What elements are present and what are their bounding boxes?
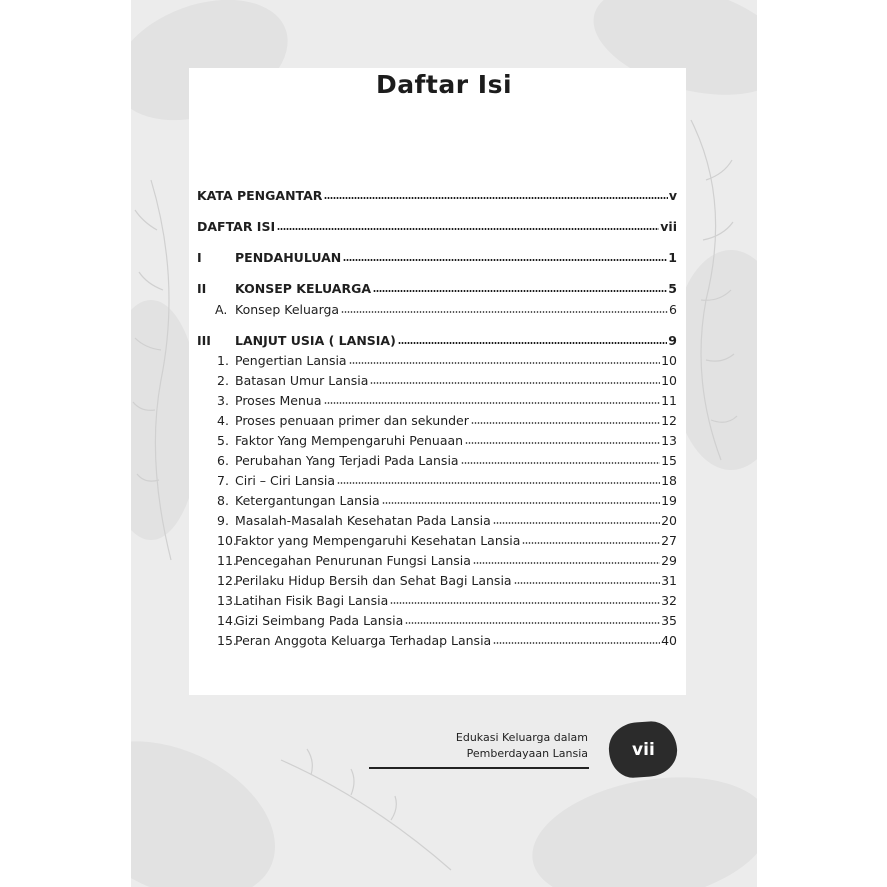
toc-subentry-number: 11. [217,553,237,568]
toc-subentry-label: Proses penuaan primer dan sekunder [235,413,469,428]
toc-subentry-label: Perubahan Yang Terjadi Pada Lansia [235,453,459,468]
toc-subentry[interactable] [197,389,677,409]
dot-leader [382,501,660,505]
toc-entry-daftar-isi[interactable] [197,215,677,235]
dot-leader [493,641,660,645]
toc-subentry-page: 20 [661,513,677,528]
dot-leader [341,310,668,314]
toc-subentry-page: 10 [661,353,677,368]
toc-subentry-number: 7. [217,473,229,488]
toc-subentry-number: 12. [217,573,237,588]
toc-subentry[interactable] [197,569,677,589]
page-number: vii [631,739,655,760]
book-title-footer [456,730,588,762]
toc-entry-chapter-3[interactable] [197,329,677,349]
toc-entry-label: LANJUT USIA ( LANSIA) [235,333,396,348]
toc-subentry-label: Masalah-Masalah Kesehatan Pada Lansia [235,513,491,528]
toc-entry-label: PENDAHULUAN [235,250,342,265]
dot-leader [514,581,661,585]
toc-subentry-number: 9. [217,513,229,528]
toc-subentry[interactable] [197,589,677,609]
toc-subentry-number: 8. [217,493,229,508]
toc-subentry-page: 27 [661,533,677,548]
dot-leader [373,289,667,293]
dot-leader [461,461,661,465]
toc-subentry-number: 14. [217,613,237,628]
dot-leader [398,341,667,345]
toc-entry-chapter-2a[interactable] [197,298,677,318]
toc-entry-label: KATA PENGANTAR [197,188,323,203]
toc-subentry-label: Latihan Fisik Bagi Lansia [235,593,389,608]
toc-subentry-label: Ciri – Ciri Lansia [235,473,335,488]
toc-subentry-label: Perilaku Hidup Bersih dan Sehat Bagi Lansia [235,573,512,588]
toc-subentry-number: 10. [217,533,237,548]
toc-subentry-number: 13. [217,593,237,608]
page-title: Daftar Isi [375,70,513,99]
dot-leader [390,601,660,605]
toc-subentry-label: Faktor Yang Mempengaruhi Penuaan [235,433,464,448]
toc-entry-label: Konsep Keluarga [235,302,340,317]
toc-subentry-label: Faktor yang Mempengaruhi Kesehatan Lansia [235,533,521,548]
toc-subentry-label: Pengertian Lansia [235,353,347,368]
dot-leader [465,441,660,445]
toc-subentry-number: 5. [217,433,229,448]
toc-subentry-page: 10 [661,373,677,388]
toc-entry-number: I [197,250,202,265]
toc-subentry-number: 6. [217,453,229,468]
toc-subentry-number: 3. [217,393,229,408]
toc-subentry[interactable] [197,529,677,549]
toc-subentry[interactable] [197,609,677,629]
toc-subentry[interactable] [197,489,677,509]
toc-entry-page: vii [660,219,677,234]
toc-entry-number: III [197,333,211,348]
toc-subentry-number: 2. [217,373,229,388]
book-page [131,0,757,887]
toc-entry-page: 9 [668,333,677,348]
toc-subentry[interactable] [197,509,677,529]
toc-entry-number: II [197,281,207,296]
toc-entry-label: DAFTAR ISI [197,219,276,234]
toc-entry-page: 5 [668,281,677,296]
toc-subentry-page: 15 [661,453,677,468]
toc-entry-chapter-2[interactable] [197,277,677,297]
dot-leader [471,421,660,425]
toc-subentry-label: Peran Anggota Keluarga Terhadap Lansia [235,633,492,648]
toc-entry-number: A. [215,302,228,317]
dot-leader [324,401,661,405]
toc-entry-page: 1 [668,250,677,265]
toc-subentry-page: 29 [661,553,677,568]
toc-subentry[interactable] [197,449,677,469]
toc-subentry-page: 11 [661,393,677,408]
toc-subentry-page: 13 [661,433,677,448]
dot-leader [343,258,667,262]
toc-entry-page: 6 [669,302,677,317]
dot-leader [277,227,659,231]
toc-subentry-page: 18 [661,473,677,488]
toc-subentry-page: 32 [661,593,677,608]
toc-entry-chapter-1[interactable] [197,246,677,266]
toc-subentry-page: 40 [661,633,677,648]
dot-leader [324,196,667,200]
toc-subentry[interactable] [197,409,677,429]
book-title-line-1: Edukasi Keluarga dalam [455,731,588,744]
footer-divider [369,767,589,769]
toc-subentry-label: Ketergantungan Lansia [235,493,380,508]
toc-subentry-label: Proses Menua [235,393,322,408]
toc-entry-kata-pengantar[interactable] [197,184,677,204]
toc-subentry-label: Gizi Seimbang Pada Lansia [235,613,404,628]
dot-leader [405,621,660,625]
toc-subentry-page: 35 [661,613,677,628]
dot-leader [337,481,660,485]
toc-subentry-label: Batasan Umur Lansia [235,373,369,388]
dot-leader [493,521,660,525]
toc-entry-label: KONSEP KELUARGA [235,281,372,296]
dot-leader [370,381,660,385]
toc-subentry-number: 4. [217,413,229,428]
toc-subentry-page: 31 [661,573,677,588]
book-title-line-2: Pemberdayaan Lansia [466,747,588,760]
toc-entry-page: v [668,188,677,203]
toc-subentry[interactable] [197,469,677,489]
toc-subentry[interactable] [197,349,677,369]
toc-subentry-number: 1. [217,353,229,368]
toc-subentry-number: 15. [217,633,237,648]
dot-leader [473,561,660,565]
dot-leader [522,541,660,545]
toc-subentry-label: Pencegahan Penurunan Fungsi Lansia [235,553,471,568]
toc-subentry-page: 12 [661,413,677,428]
dot-leader [349,361,661,365]
toc-subentry[interactable] [197,549,677,569]
toc-subentry[interactable] [197,629,677,649]
toc-subentry[interactable] [197,429,677,449]
toc-subentry-page: 19 [661,493,677,508]
toc-subentry[interactable] [197,369,677,389]
